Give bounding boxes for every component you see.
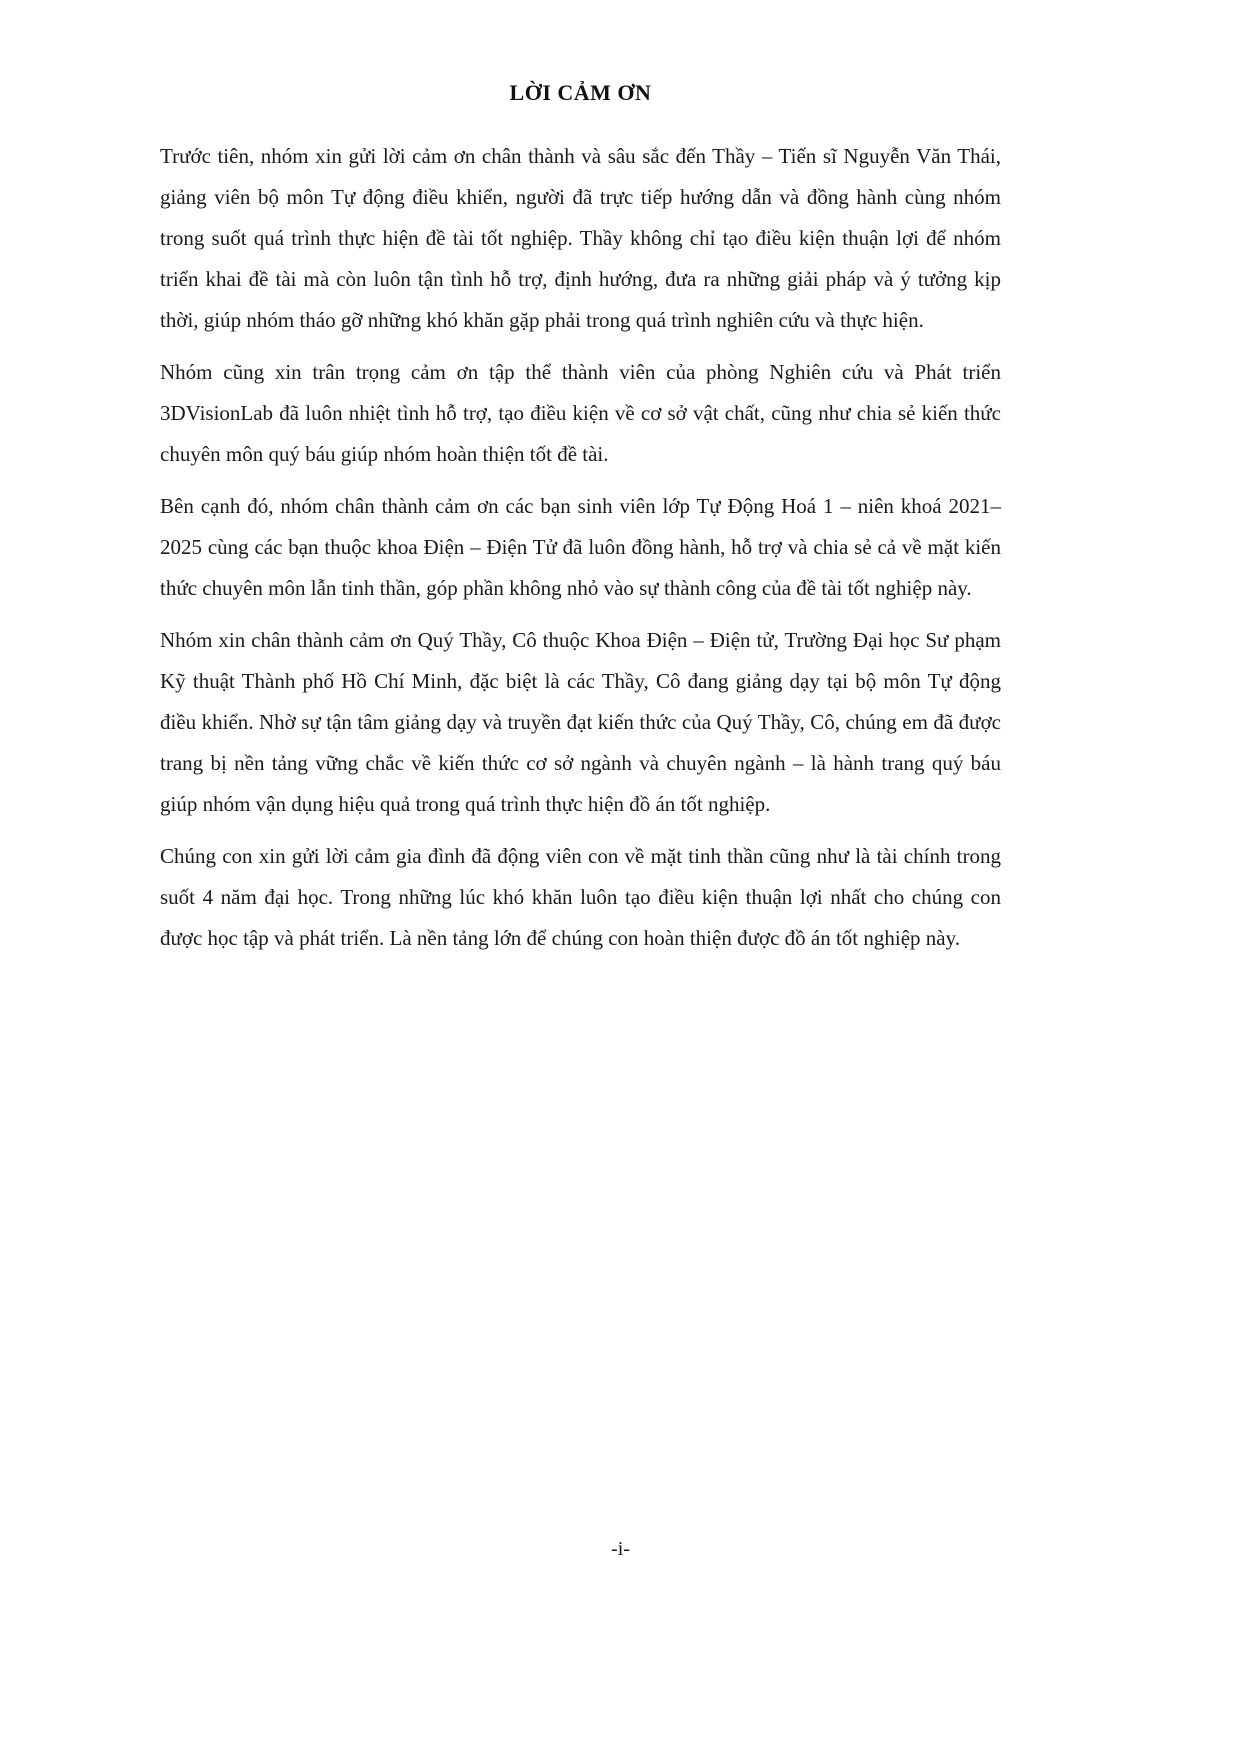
body-paragraphs: [160, 136, 1001, 959]
paragraph-acknowledgement-faculty: Nhóm xin chân thành cảm ơn Quý Thầy, Cô thuộc Khoa Điện – Điện tử, Trường Đại học Sư phạm Kỹ thuật Thành phố Hồ Chí Minh, đặc biệt là các Thầy, Cô đang giảng dạy tại bộ môn Tự động điều khiển. Nhờ sự tận tâm giảng dạy và truyền đạt kiến thức của Quý Thầy, Cô, chúng em đã được trang bị nền tảng vững chắc về kiến thức cơ sở ngành và chuyên ngành – là hành trang quý báu giúp nhóm vận dụng hiệu quả trong quá trình thực hiện đồ án tốt nghiệp.: [160, 628, 1001, 816]
page-number: -i-: [611, 1538, 630, 1560]
page-title: LỜI CẢM ƠN: [509, 80, 652, 105]
paragraph-acknowledgement-family: Chúng con xin gửi lời cảm gia đình đã động viên con về mặt tinh thần cũng như là tài chính trong suốt 4 năm đại học. Trong những lúc khó khăn luôn tạo điều kiện thuận lợi nhất cho chúng con được học tập và phát triển. Là nền tảng lớn để chúng con hoàn thiện được đồ án tốt nghiệp này.: [160, 844, 1001, 950]
paragraph-acknowledgement-advisor: Trước tiên, nhóm xin gửi lời cảm ơn chân thành và sâu sắc đến Thầy – Tiến sĩ Nguyễn Văn Thái, giảng viên bộ môn Tự động điều khiển, người đã trực tiếp hướng dẫn và đồng hành cùng nhóm trong suốt quá trình thực hiện đề tài tốt nghiệp. Thầy không chỉ tạo điều kiện thuận lợi để nhóm triển khai đề tài mà còn luôn tận tình hỗ trợ, định hướng, đưa ra những giải pháp và ý tưởng kịp thời, giúp nhóm tháo gỡ những khó khăn gặp phải trong quá trình nghiên cứu và thực hiện.: [160, 144, 1001, 332]
paragraph-acknowledgement-classmates: Bên cạnh đó, nhóm chân thành cảm ơn các bạn sinh viên lớp Tự Động Hoá 1 – niên khoá 2021–2025 cùng các bạn thuộc khoa Điện – Điện Tử đã luôn đồng hành, hỗ trợ và chia sẻ cả về mặt kiến thức chuyên môn lẫn tinh thần, góp phần không nhỏ vào sự thành công của đề tài tốt nghiệp này.: [160, 494, 1001, 600]
paragraph-acknowledgement-lab: Nhóm cũng xin trân trọng cảm ơn tập thể thành viên của phòng Nghiên cứu và Phát triển 3DVisionLab đã luôn nhiệt tình hỗ trợ, tạo điều kiện về cơ sở vật chất, cũng như chia sẻ kiến thức chuyên môn quý báu giúp nhóm hoàn thiện tốt đề tài.: [160, 360, 1001, 466]
